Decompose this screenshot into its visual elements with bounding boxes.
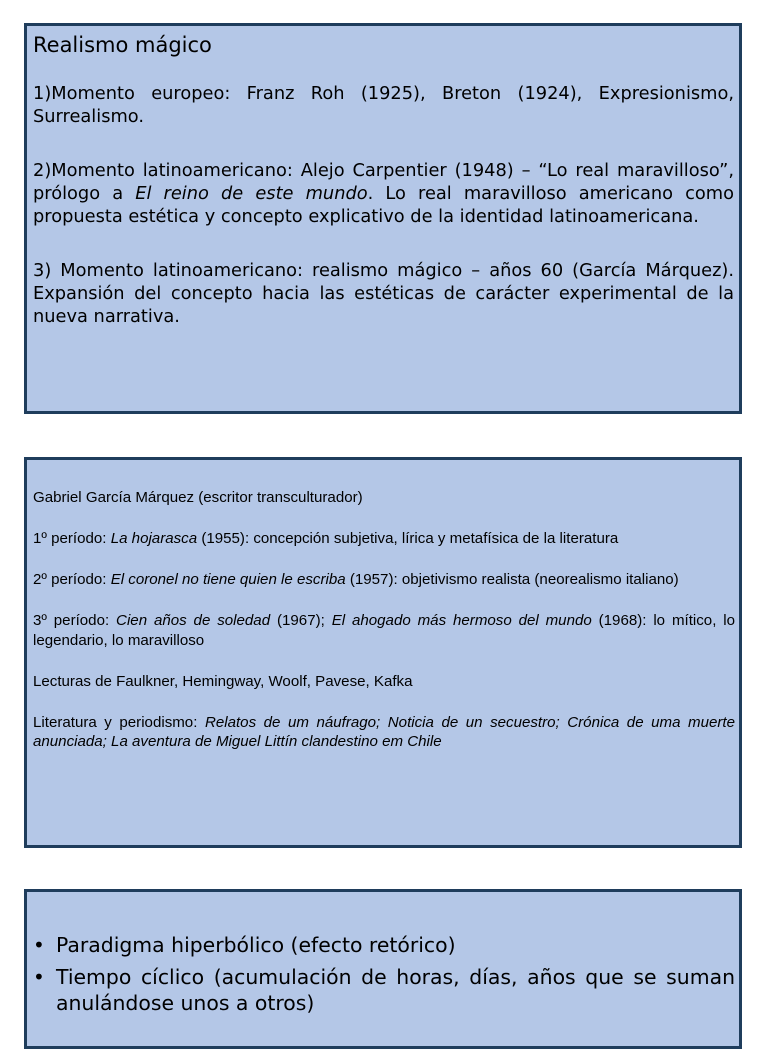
- book-title: La hojarasca: [110, 530, 198, 547]
- text-segment: . Lo real maravilloso americano como propuesta estética y concepto explicativo de la identidad latinoamericana.: [33, 183, 734, 227]
- paragraph-momento-latinoamericano-1: [33, 159, 734, 228]
- slide-realismo-magico: [24, 23, 742, 414]
- period-3: [33, 611, 735, 650]
- bullet-text: Paradigma hiperbólico (efecto retórico): [56, 933, 456, 957]
- text-segment: (1955): concepción subjetiva, lírica y metafísica de la literatura: [197, 530, 619, 547]
- text-segment: (1968): lo mítico, lo legendario, lo maravilloso: [33, 612, 736, 649]
- literature-journalism: [33, 713, 735, 752]
- bullet-icon: •: [33, 933, 45, 957]
- paragraph-momento-europeo: 1)Momento europeo: Franz Roh (1925), Breton (1924), Expresionismo, Surrealismo.: [33, 83, 734, 127]
- paragraph-momento-latinoamericano-2: 3) Momento latinoamericano: realismo mágico – años 60 (García Márquez). Expansión del concepto hacia las estéticas de carácter experimental de la nueva narrativa.: [33, 260, 734, 327]
- text-segment: Literatura y periodismo:: [33, 713, 205, 731]
- text-segment: 3º período:: [33, 612, 117, 629]
- text-segment: (1957): objetivismo realista (neorealismo italiano): [345, 571, 679, 588]
- book-title: Cien años de soledad: [116, 612, 271, 629]
- period-2: [33, 570, 735, 590]
- slide-characteristics: [24, 889, 742, 1049]
- bullet-text: Tiempo cíclico (acumulación de horas, días, años que se suman anulándose unos a otros): [56, 965, 735, 1015]
- bullet-icon: •: [33, 965, 45, 989]
- text-segment: 2)Momento latinoamericano: Alejo Carpentier (1948) – “Lo real maravilloso”, prólogo a: [33, 160, 734, 204]
- book-title: El coronel no tiene quien le escriba: [110, 571, 346, 588]
- text-segment: 1º período:: [33, 530, 111, 547]
- text-segment: 2º período:: [33, 571, 111, 588]
- bullet-item: [33, 932, 735, 958]
- bullet-item: [33, 964, 735, 1016]
- readings: Lecturas de Faulkner, Hemingway, Woolf, Pavese, Kafka: [33, 672, 413, 690]
- period-1: [33, 529, 735, 549]
- book-title: El reino de este mundo: [135, 183, 368, 204]
- bullet-list: [33, 932, 735, 1016]
- book-titles: Relatos de um náufrago; Noticia de un secuestro; Crónica de uma muerte anunciada; La aventura de Miguel Littín clandestino em Chile: [33, 713, 735, 750]
- slide-heading: Gabriel García Márquez (escritor transculturador): [33, 489, 363, 506]
- slide-garcia-marquez: [24, 457, 742, 848]
- text-segment: (1967);: [270, 612, 332, 629]
- slide-title: Realismo mágico: [33, 33, 212, 57]
- book-title: El ahogado más hermoso del mundo: [331, 612, 592, 629]
